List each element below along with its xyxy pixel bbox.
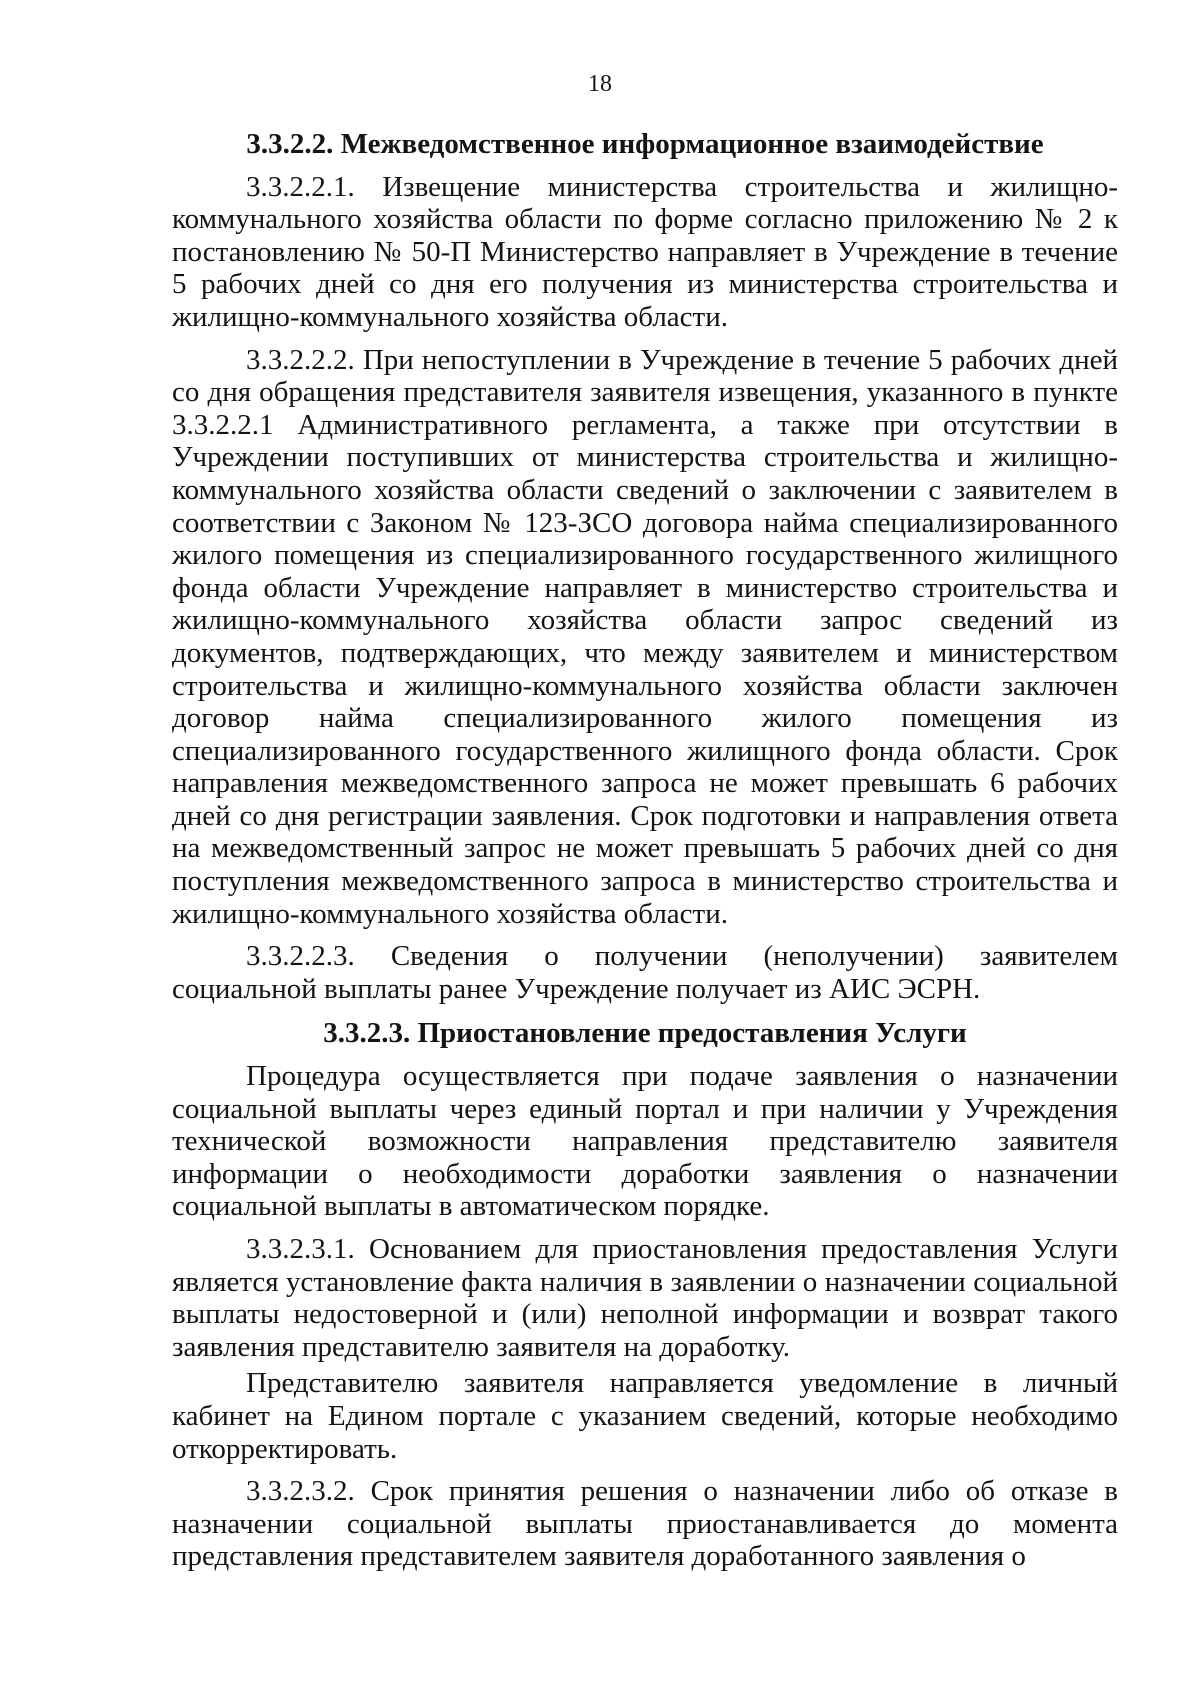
paragraph-3-3-2-2-1 xyxy=(172,171,1118,334)
clause-number: 3.3.2.3.2. xyxy=(246,1475,355,1508)
clause-number: 3.3.2.2.3. xyxy=(246,940,355,973)
section-heading-3-3-2-3: 3.3.2.3. Приостановление предоставления Услуги xyxy=(323,1017,967,1050)
page-number: 18 xyxy=(588,71,612,97)
clause-text: Извещение министерства строительства и жилищно-коммунального хозяйства области по форме согласно приложению № 2 к постановлению № 50-П Министерство направляет в Учреждение в течение 5 рабочих дней со дня его получения из министерства строительства и жилищно-коммунального хозяйства области. xyxy=(172,170,1119,333)
paragraph-3-3-2-3-2 xyxy=(172,1475,1118,1573)
clause-text: Срок принятия решения о назначении либо об отказе в назначении социальной выплаты приостанавливается до момента представления представителем заявителя доработанного заявления о xyxy=(172,1475,1118,1573)
clause-number: 3.3.2.2.1. xyxy=(246,170,355,203)
paragraph-3-3-2-3-1 xyxy=(172,1233,1118,1363)
clause-number: 3.3.2.2.2. xyxy=(246,343,355,376)
paragraph-procedure-intro: Процедура осуществляется при подаче заявления о назначении социальной выплаты через единый портал и при наличии у Учреждения технической возможности направления представителю заявителя информации о необходимости доработки заявления о назначении социальной выплаты в автоматическом порядке. xyxy=(172,1060,1118,1223)
document-body xyxy=(172,128,1118,1573)
clause-number: 3.3.2.3.1. xyxy=(246,1233,355,1265)
clause-text: Сведения о получении (неполучении) заявителем социальной выплаты ранее Учреждение получает из АИС ЭСРН. xyxy=(172,940,1118,1005)
section-heading-3-3-2-2: 3.3.2.2. Межведомственное информационное взаимодействие xyxy=(246,128,1044,160)
paragraph-3-3-2-2-3 xyxy=(172,940,1118,1005)
paragraph-3-3-2-2-2 xyxy=(172,344,1118,931)
clause-text: Основанием для приостановления предоставления Услуги является установление факта наличия в заявлении о назначении социальной выплаты недостоверной и (или) неполной информации и возврат такого заявления представителю заявителя на доработку. xyxy=(172,1233,1118,1363)
clause-text: При непоступлении в Учреждение в течение 5 рабочих дней со дня обращения представителя заявителя извещения, указанного в пункте 3.3.2.2.1 Административного регламента, а также при отсутствии в Учреждении поступивших от министерства строительства и жилищно-коммунального хозяйства области сведений о заключении с заявителем в соответствии с Законом № 123-ЗСО договора найма специализированного жилого помещения из специализированного государственного жилищного фонда области Учреждение направляет в министерство строительства и жилищно-коммунального хозяйства области запрос сведений из документов, подтверждающих, что между заявителем и министерством строительства и жилищно-коммунального хозяйства области заключен договор найма специализированного жилого помещения из специализированного государственного жилищного фонда области. Срок направления межведомственного запроса не может превышать 6 рабочих дней со дня регистрации заявления. Срок подготовки и направления ответа на межведомственный запрос не может превышать 5 рабочих дней со дня поступления межведомственного запроса в министерство строительства и жилищно-коммунального хозяйства области. xyxy=(172,343,1119,930)
paragraph-notice: Представителю заявителя направляется уведомление в личный кабинет на Едином портале с указанием сведений, которые необходимо откорректировать. xyxy=(172,1367,1118,1465)
